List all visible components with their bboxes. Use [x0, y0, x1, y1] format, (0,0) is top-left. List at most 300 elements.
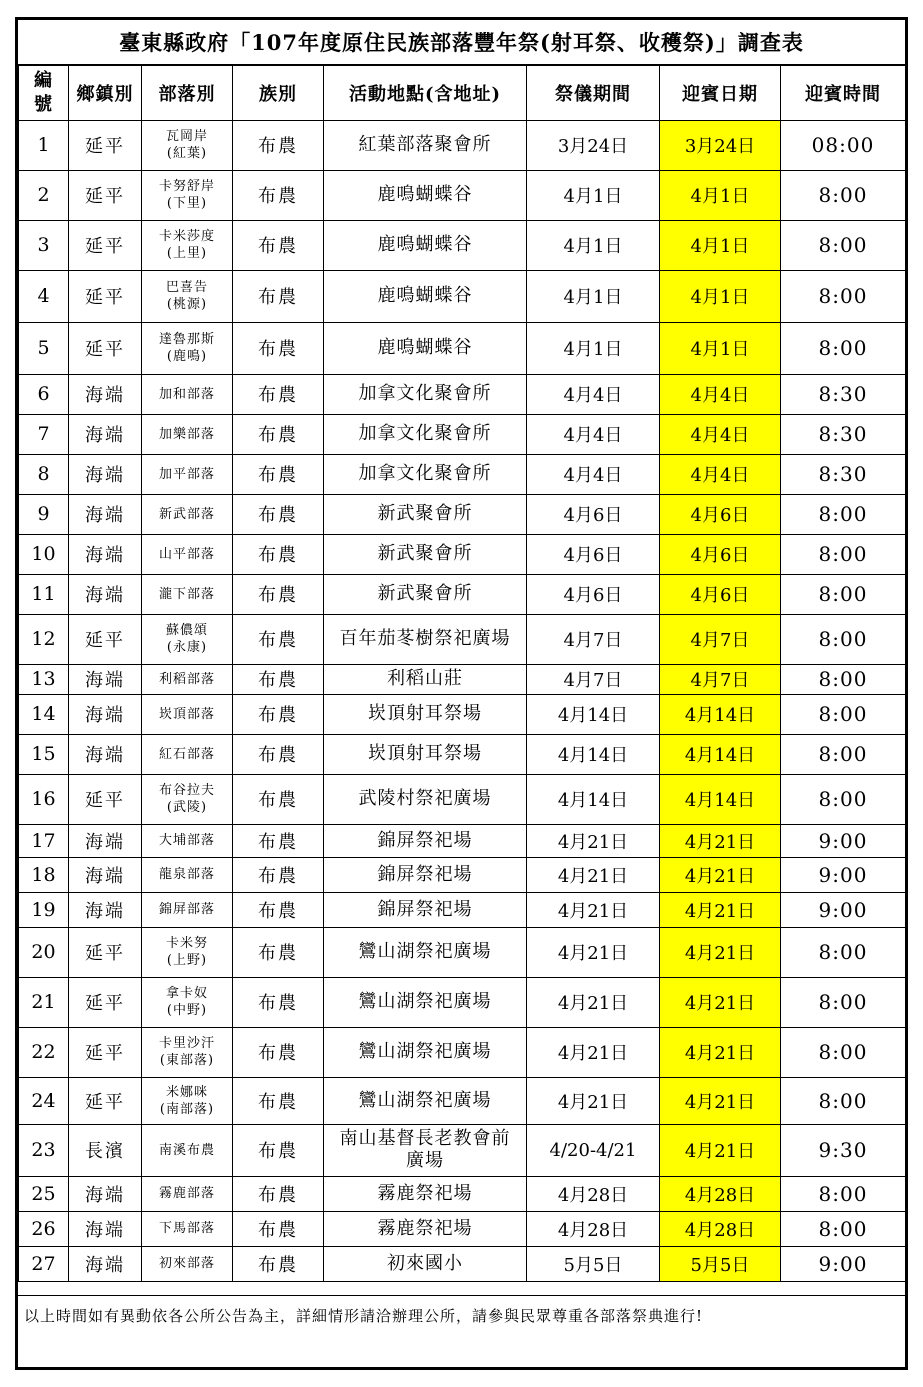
- cell-welcome-date: 4月28日: [660, 1211, 781, 1246]
- location-name: 鸞山湖祭祀廣場: [358, 1089, 492, 1111]
- cell-town: 海端: [69, 694, 142, 734]
- tribe-name: 下馬部落: [158, 1221, 215, 1236]
- cell-location: [324, 270, 527, 322]
- table-row: [19, 694, 906, 734]
- cell-no: 17: [19, 824, 69, 857]
- cell-period: 4月21日: [527, 1027, 660, 1077]
- cell-location: [324, 664, 527, 694]
- cell-no: 1: [19, 120, 69, 170]
- cell-no: 8: [19, 454, 69, 494]
- location-name: 新武聚會所: [377, 583, 473, 604]
- location-name: 崁頂射耳祭場: [368, 703, 482, 724]
- cell-welcome-date: 4月14日: [660, 774, 781, 824]
- cell-welcome-time: 8:00: [781, 1027, 906, 1077]
- table-row: [19, 1176, 906, 1211]
- location-name: 鹿鳴蝴蝶谷: [377, 234, 473, 255]
- cell-no: 25: [19, 1176, 69, 1211]
- cell-tribe: [142, 1176, 233, 1211]
- cell-location: [324, 170, 527, 220]
- cell-welcome-date: 4月21日: [660, 927, 781, 977]
- header-location: 活動地點(含地址): [324, 66, 527, 120]
- location-name: 鹿鳴蝴蝶谷: [377, 337, 473, 358]
- table-row: [19, 494, 906, 534]
- cell-welcome-time: 8:00: [781, 614, 906, 664]
- cell-ethnic: 布農: [233, 614, 324, 664]
- cell-town: 海端: [69, 1246, 142, 1281]
- table-row: [19, 270, 906, 322]
- tribe-name: 加樂部落: [158, 426, 215, 442]
- cell-location: [324, 774, 527, 824]
- cell-welcome-date: 4月21日: [660, 977, 781, 1027]
- tribe-name: 錦屏部落: [158, 902, 215, 917]
- tribe-name: 大埔部落: [158, 833, 215, 848]
- cell-location: [324, 454, 527, 494]
- cell-tribe: [142, 734, 233, 774]
- cell-town: 延平: [69, 774, 142, 824]
- cell-town: 海端: [69, 494, 142, 534]
- cell-location: [324, 694, 527, 734]
- festival-table: [18, 66, 906, 1282]
- cell-tribe: [142, 614, 233, 664]
- cell-town: 延平: [69, 322, 142, 374]
- cell-no: 15: [19, 734, 69, 774]
- cell-location: [324, 977, 527, 1027]
- cell-period: 4月1日: [527, 170, 660, 220]
- cell-ethnic: 布農: [233, 734, 324, 774]
- cell-location: [324, 220, 527, 270]
- table-row: [19, 1124, 906, 1176]
- table-row: [19, 857, 906, 892]
- cell-location: [324, 374, 527, 414]
- cell-welcome-time: 8:00: [781, 1176, 906, 1211]
- cell-no: 14: [19, 694, 69, 734]
- cell-ethnic: 布農: [233, 1124, 324, 1176]
- cell-tribe: [142, 170, 233, 220]
- tribe-name: 蘇儂頌: [165, 623, 208, 638]
- cell-town: 海端: [69, 414, 142, 454]
- tribe-name: 布谷拉夫: [158, 783, 215, 798]
- location-name: 霧鹿祭祀場: [377, 1182, 473, 1204]
- location-name: 南山基督長老教會前: [339, 1128, 511, 1149]
- cell-tribe: [142, 494, 233, 534]
- cell-welcome-time: 8:00: [781, 170, 906, 220]
- location-name: 錦屏祭祀場: [377, 863, 473, 885]
- cell-welcome-time: 8:00: [781, 322, 906, 374]
- table-row: [19, 322, 906, 374]
- table-row: [19, 614, 906, 664]
- cell-ethnic: 布農: [233, 824, 324, 857]
- header-period: 祭儀期間: [527, 66, 660, 120]
- cell-period: 4月1日: [527, 220, 660, 270]
- cell-location: [324, 1027, 527, 1077]
- cell-period: 4月21日: [527, 857, 660, 892]
- tribe-name: 龍泉部落: [158, 867, 215, 882]
- cell-tribe: [142, 414, 233, 454]
- cell-ethnic: 布農: [233, 857, 324, 892]
- tribe-name: 加平部落: [158, 466, 215, 482]
- tribe-alias: (東部落): [159, 1053, 215, 1068]
- cell-town: 延平: [69, 120, 142, 170]
- cell-tribe: [142, 664, 233, 694]
- cell-welcome-date: 3月24日: [660, 120, 781, 170]
- cell-no: 2: [19, 170, 69, 220]
- cell-period: 4月6日: [527, 494, 660, 534]
- cell-ethnic: 布農: [233, 120, 324, 170]
- cell-period: 4月21日: [527, 1077, 660, 1124]
- tribe-name: 崁頂部落: [158, 706, 215, 722]
- cell-period: 4月7日: [527, 664, 660, 694]
- tribe-name: 卡里沙汗: [158, 1036, 215, 1051]
- cell-town: 延平: [69, 614, 142, 664]
- cell-ethnic: 布農: [233, 374, 324, 414]
- cell-town: 海端: [69, 664, 142, 694]
- cell-ethnic: 布農: [233, 454, 324, 494]
- cell-period: 4月14日: [527, 694, 660, 734]
- cell-location: [324, 574, 527, 614]
- cell-welcome-date: 4月7日: [660, 664, 781, 694]
- cell-ethnic: 布農: [233, 1246, 324, 1281]
- cell-welcome-time: 8:00: [781, 694, 906, 734]
- footer-note: 以上時間如有異動依各公所公告為主，詳細情形請洽辦理公所，請參與民眾尊重各部落祭典進行!: [18, 1295, 905, 1367]
- tribe-name: 山平部落: [158, 546, 215, 562]
- cell-welcome-time: 8:00: [781, 977, 906, 1027]
- cell-ethnic: 布農: [233, 694, 324, 734]
- table-row: [19, 892, 906, 927]
- cell-period: 5月5日: [527, 1246, 660, 1281]
- tribe-alias: (南部落): [159, 1101, 215, 1117]
- cell-town: 長濱: [69, 1124, 142, 1176]
- cell-town: 海端: [69, 1176, 142, 1211]
- cell-ethnic: 布農: [233, 977, 324, 1027]
- table-row: [19, 170, 906, 220]
- table-row: [19, 734, 906, 774]
- cell-period: 4月14日: [527, 774, 660, 824]
- cell-welcome-date: 4月14日: [660, 694, 781, 734]
- cell-welcome-time: 9:00: [781, 892, 906, 927]
- tribe-alias: (武陵): [166, 800, 208, 815]
- cell-ethnic: 布農: [233, 927, 324, 977]
- cell-period: 3月24日: [527, 120, 660, 170]
- cell-welcome-date: 4月4日: [660, 374, 781, 414]
- location-name: 百年茄苳樹祭祀廣場: [339, 628, 511, 649]
- cell-welcome-date: 4月6日: [660, 574, 781, 614]
- table-row: [19, 534, 906, 574]
- cell-period: 4月28日: [527, 1211, 660, 1246]
- cell-tribe: [142, 977, 233, 1027]
- header-date: 迎賓日期: [660, 66, 781, 120]
- cell-welcome-date: 4月1日: [660, 170, 781, 220]
- location-name: 鹿鳴蝴蝶谷: [377, 285, 473, 306]
- cell-no: 20: [19, 927, 69, 977]
- cell-no: 12: [19, 614, 69, 664]
- location-name: 鹿鳴蝴蝶谷: [377, 184, 473, 205]
- cell-location: [324, 414, 527, 454]
- cell-period: 4月4日: [527, 414, 660, 454]
- cell-location: [324, 927, 527, 977]
- cell-welcome-date: 4月14日: [660, 734, 781, 774]
- cell-no: 21: [19, 977, 69, 1027]
- cell-welcome-date: 4月1日: [660, 270, 781, 322]
- cell-welcome-time: 9:00: [781, 857, 906, 892]
- cell-ethnic: 布農: [233, 774, 324, 824]
- location-name: 鸞山湖祭祀廣場: [358, 1041, 492, 1062]
- cell-tribe: [142, 694, 233, 734]
- tribe-name: 卡米努: [165, 936, 208, 951]
- cell-town: 延平: [69, 270, 142, 322]
- cell-welcome-date: 4月21日: [660, 1027, 781, 1077]
- table-body: [19, 120, 906, 1281]
- location-name: 紅葉部落聚會所: [358, 134, 492, 155]
- cell-no: 22: [19, 1027, 69, 1077]
- cell-town: 海端: [69, 824, 142, 857]
- location-name: 加拿文化聚會所: [358, 383, 492, 404]
- location-name-cont: 廣場: [406, 1150, 444, 1171]
- cell-location: [324, 494, 527, 534]
- tribe-name: 霧鹿部落: [158, 1186, 215, 1201]
- cell-welcome-time: 9:30: [781, 1124, 906, 1176]
- cell-welcome-time: 8:30: [781, 414, 906, 454]
- location-name: 新武聚會所: [377, 543, 473, 564]
- cell-welcome-time: 9:00: [781, 824, 906, 857]
- header-tribe: 部落別: [142, 66, 233, 120]
- cell-no: 27: [19, 1246, 69, 1281]
- cell-welcome-time: 8:00: [781, 1211, 906, 1246]
- cell-welcome-date: 4月1日: [660, 322, 781, 374]
- cell-town: 海端: [69, 454, 142, 494]
- cell-tribe: [142, 220, 233, 270]
- cell-town: 海端: [69, 1211, 142, 1246]
- cell-period: 4月4日: [527, 454, 660, 494]
- tribe-name: 達魯那斯: [158, 332, 215, 347]
- cell-ethnic: 布農: [233, 1077, 324, 1124]
- cell-welcome-time: 8:00: [781, 1077, 906, 1124]
- cell-welcome-time: 8:00: [781, 220, 906, 270]
- tribe-name: 拿卡奴: [165, 986, 208, 1001]
- cell-period: 4月1日: [527, 322, 660, 374]
- cell-ethnic: 布農: [233, 220, 324, 270]
- cell-period: 4月21日: [527, 977, 660, 1027]
- tribe-alias: (下里): [166, 196, 208, 211]
- tribe-alias: (鹿鳴): [166, 349, 208, 364]
- cell-no: 3: [19, 220, 69, 270]
- cell-period: 4月4日: [527, 374, 660, 414]
- cell-town: 海端: [69, 574, 142, 614]
- cell-welcome-date: 4月1日: [660, 220, 781, 270]
- cell-location: [324, 322, 527, 374]
- tribe-name: 巴喜告: [165, 280, 208, 295]
- cell-location: [324, 857, 527, 892]
- cell-town: 延平: [69, 220, 142, 270]
- cell-ethnic: 布農: [233, 1027, 324, 1077]
- cell-location: [324, 120, 527, 170]
- cell-ethnic: 布農: [233, 270, 324, 322]
- tribe-name: 瀧下部落: [158, 586, 215, 602]
- tribe-name: 卡米莎度: [158, 229, 215, 244]
- cell-tribe: [142, 374, 233, 414]
- cell-ethnic: 布農: [233, 534, 324, 574]
- cell-welcome-time: 8:00: [781, 927, 906, 977]
- cell-period: 4月6日: [527, 534, 660, 574]
- location-name: 武陵村祭祀廣場: [358, 788, 492, 809]
- cell-town: 延平: [69, 1077, 142, 1124]
- table-row: [19, 977, 906, 1027]
- cell-tribe: [142, 574, 233, 614]
- cell-welcome-date: 5月5日: [660, 1246, 781, 1281]
- cell-no: 11: [19, 574, 69, 614]
- cell-location: [324, 824, 527, 857]
- cell-location: [324, 1246, 527, 1281]
- tribe-name: 南溪布農: [158, 1142, 215, 1158]
- location-name: 加拿文化聚會所: [358, 463, 492, 484]
- tribe-alias: (紅葉): [166, 146, 208, 161]
- cell-tribe: [142, 927, 233, 977]
- table-row: [19, 824, 906, 857]
- cell-tribe: [142, 824, 233, 857]
- cell-period: 4/20-4/21: [527, 1124, 660, 1176]
- header-time: 迎賓時間: [781, 66, 906, 120]
- cell-location: [324, 734, 527, 774]
- table-row: [19, 774, 906, 824]
- tribe-alias: (永康): [166, 640, 208, 655]
- cell-no: 23: [19, 1124, 69, 1176]
- table-row: [19, 120, 906, 170]
- cell-period: 4月21日: [527, 892, 660, 927]
- cell-welcome-date: 4月21日: [660, 824, 781, 857]
- cell-no: 9: [19, 494, 69, 534]
- tribe-name: 米娜咪: [165, 1084, 208, 1100]
- location-name: 霧鹿祭祀場: [377, 1217, 473, 1239]
- cell-no: 24: [19, 1077, 69, 1124]
- table-row: [19, 1246, 906, 1281]
- cell-ethnic: 布農: [233, 892, 324, 927]
- header-no: 編號: [19, 66, 69, 120]
- survey-sheet: [15, 17, 908, 1370]
- cell-welcome-date: 4月7日: [660, 614, 781, 664]
- location-name: 錦屏祭祀場: [377, 829, 473, 851]
- table-row: [19, 574, 906, 614]
- table-row: [19, 220, 906, 270]
- cell-welcome-time: 08:00: [781, 120, 906, 170]
- cell-welcome-date: 4月21日: [660, 857, 781, 892]
- tribe-name: 加和部落: [158, 386, 215, 402]
- cell-no: 5: [19, 322, 69, 374]
- cell-no: 4: [19, 270, 69, 322]
- cell-ethnic: 布農: [233, 1211, 324, 1246]
- location-name: 利稻山莊: [387, 668, 463, 689]
- cell-town: 延平: [69, 977, 142, 1027]
- location-name: 鸞山湖祭祀廣場: [358, 941, 492, 962]
- cell-no: 7: [19, 414, 69, 454]
- cell-welcome-date: 4月28日: [660, 1176, 781, 1211]
- location-name: 崁頂射耳祭場: [368, 743, 482, 764]
- tribe-alias: (中野): [166, 1003, 208, 1018]
- cell-welcome-date: 4月6日: [660, 534, 781, 574]
- cell-period: 4月7日: [527, 614, 660, 664]
- location-name: 加拿文化聚會所: [358, 423, 492, 444]
- tribe-name: 瓦岡岸: [165, 129, 208, 144]
- cell-welcome-date: 4月4日: [660, 414, 781, 454]
- location-name: 錦屏祭祀場: [377, 898, 473, 920]
- cell-ethnic: 布農: [233, 664, 324, 694]
- cell-ethnic: 布農: [233, 574, 324, 614]
- table-row: [19, 374, 906, 414]
- cell-tribe: [142, 120, 233, 170]
- cell-period: 4月21日: [527, 824, 660, 857]
- cell-period: 4月6日: [527, 574, 660, 614]
- table-row: [19, 1211, 906, 1246]
- cell-no: 18: [19, 857, 69, 892]
- cell-tribe: [142, 1077, 233, 1124]
- cell-town: 延平: [69, 927, 142, 977]
- cell-location: [324, 1211, 527, 1246]
- cell-town: 延平: [69, 1027, 142, 1077]
- tribe-name: 紅石部落: [158, 746, 215, 762]
- tribe-alias: (桃源): [166, 297, 208, 312]
- cell-welcome-time: 8:00: [781, 574, 906, 614]
- cell-period: 4月14日: [527, 734, 660, 774]
- cell-welcome-time: 8:00: [781, 534, 906, 574]
- header-row: [19, 66, 906, 120]
- cell-welcome-date: 4月6日: [660, 494, 781, 534]
- location-name: 新武聚會所: [377, 503, 473, 524]
- cell-tribe: [142, 270, 233, 322]
- cell-location: [324, 1176, 527, 1211]
- cell-welcome-date: 4月4日: [660, 454, 781, 494]
- cell-tribe: [142, 892, 233, 927]
- cell-tribe: [142, 857, 233, 892]
- cell-tribe: [142, 1246, 233, 1281]
- cell-tribe: [142, 774, 233, 824]
- table-row: [19, 454, 906, 494]
- tribe-name: 利稻部落: [158, 671, 215, 687]
- cell-town: 海端: [69, 734, 142, 774]
- cell-period: 4月21日: [527, 927, 660, 977]
- cell-welcome-date: 4月21日: [660, 892, 781, 927]
- cell-welcome-time: 8:00: [781, 774, 906, 824]
- cell-welcome-time: 8:00: [781, 664, 906, 694]
- cell-welcome-time: 8:30: [781, 454, 906, 494]
- cell-location: [324, 1077, 527, 1124]
- table-row: [19, 1077, 906, 1124]
- cell-ethnic: 布農: [233, 322, 324, 374]
- tribe-name: 新武部落: [158, 506, 215, 522]
- cell-town: 海端: [69, 857, 142, 892]
- cell-location: [324, 614, 527, 664]
- header-town: 鄉鎮別: [69, 66, 142, 120]
- cell-town: 海端: [69, 534, 142, 574]
- cell-welcome-time: 9:00: [781, 1246, 906, 1281]
- table-row: [19, 664, 906, 694]
- cell-no: 13: [19, 664, 69, 694]
- cell-welcome-time: 8:00: [781, 270, 906, 322]
- table-row: [19, 1027, 906, 1077]
- cell-ethnic: 布農: [233, 494, 324, 534]
- cell-town: 海端: [69, 374, 142, 414]
- location-name: 初來國小: [387, 1252, 463, 1274]
- cell-welcome-date: 4月21日: [660, 1124, 781, 1176]
- cell-tribe: [142, 454, 233, 494]
- cell-welcome-date: 4月21日: [660, 1077, 781, 1124]
- cell-welcome-time: 8:30: [781, 374, 906, 414]
- table-row: [19, 927, 906, 977]
- cell-no: 19: [19, 892, 69, 927]
- cell-tribe: [142, 1124, 233, 1176]
- cell-tribe: [142, 534, 233, 574]
- cell-tribe: [142, 322, 233, 374]
- cell-welcome-time: 8:00: [781, 494, 906, 534]
- tribe-name: 卡努舒岸: [158, 179, 215, 194]
- cell-ethnic: 布農: [233, 1176, 324, 1211]
